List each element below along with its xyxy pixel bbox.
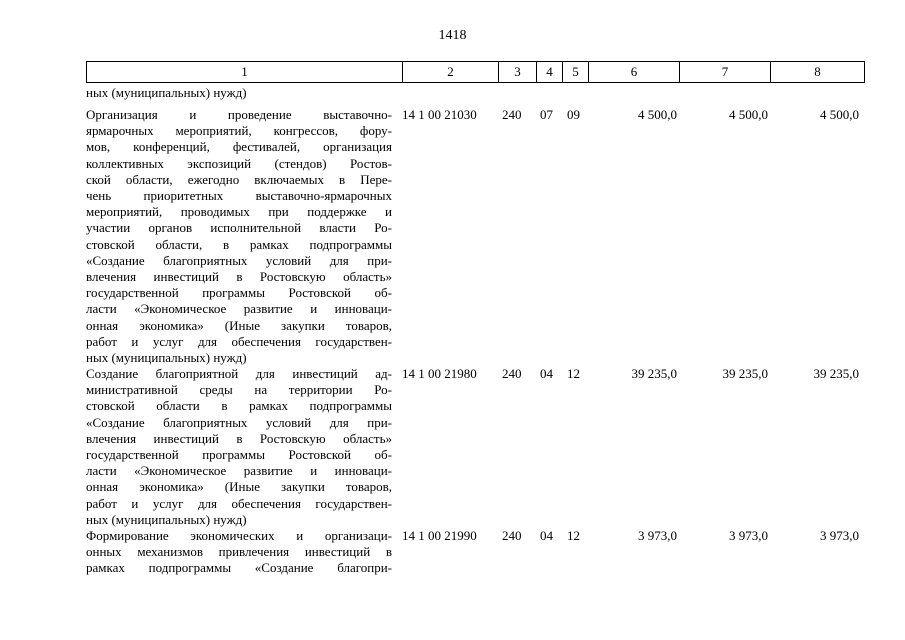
amount-col-6: 3 973,0	[638, 528, 677, 543]
desc-line: влечения инвестиций в Ростовскую область»	[86, 430, 392, 446]
header-col-8: 8	[814, 64, 821, 79]
header-col-3: 3	[499, 62, 537, 82]
subsection-code: 09	[567, 107, 580, 122]
header-col-7: 7	[680, 62, 771, 82]
header-col-1: 1	[87, 62, 403, 82]
amount-col-8: 4 500,0	[820, 107, 859, 122]
desc-line: влечения инвестиций в Ростовскую область»	[86, 269, 392, 285]
desc-line: государственной программы Ростовской об-	[86, 285, 392, 301]
desc-line: «Создание благоприятных условий для при-	[86, 252, 392, 268]
desc-line: стовской области, в рамках подпрограммы	[86, 236, 392, 252]
desc-line: ласти «Экономическое развитие и инноваци-	[86, 301, 392, 317]
header-col-5: 5	[563, 62, 589, 82]
amount-col-8: 39 235,0	[813, 366, 859, 381]
desc-line: ных (муниципальных) нужд)	[86, 350, 247, 366]
desc-line: мов, конференций, фестивалей, организация	[86, 139, 392, 155]
desc-line: Формирование экономических и организаци-	[86, 528, 392, 543]
target-code: 14 1 00 21990	[402, 528, 477, 543]
row-description	[86, 366, 392, 528]
amount-col-7: 39 235,0	[722, 366, 768, 381]
amount-col-7: 3 973,0	[729, 528, 768, 543]
desc-line: Организация и проведение выставочно-	[86, 107, 392, 122]
expense-type: 240	[502, 366, 522, 381]
desc-line: ных (муниципальных) нужд)	[86, 511, 247, 527]
desc-line: стовской области в рамках подпрограммы	[86, 398, 392, 414]
desc-line: ласти «Экономическое развитие и инноваци-	[86, 463, 392, 479]
desc-line: ных (муниципальных) нужд)	[86, 85, 247, 100]
continuation-text	[86, 85, 392, 101]
budget-table	[86, 61, 865, 576]
page-number: 1418	[438, 28, 467, 43]
amount-col-6: 39 235,0	[631, 366, 677, 381]
desc-line: чень приоритетных выставочно-ярмарочных	[86, 188, 392, 204]
section-code: 04	[540, 366, 553, 381]
expense-type: 240	[502, 528, 522, 543]
amount-col-6: 4 500,0	[638, 107, 677, 122]
desc-line: Создание благоприятной для инвестиций ад-	[86, 366, 392, 381]
table-header-row	[86, 61, 865, 83]
amount-col-7: 4 500,0	[729, 107, 768, 122]
desc-line: государственной программы Ростовской об-	[86, 447, 392, 463]
section-code: 04	[540, 528, 553, 543]
header-col-6: 6	[589, 62, 680, 82]
target-code: 14 1 00 21980	[402, 366, 477, 381]
desc-line: министративной среды на территории Ро-	[86, 382, 392, 398]
desc-line: ской области, ежегодно включаемых в Пере-	[86, 171, 392, 187]
expense-type: 240	[502, 107, 522, 122]
desc-line: коллективных экспозиций (стендов) Ростов-	[86, 155, 392, 171]
desc-line: онных механизмов привлечения инвестиций в	[86, 544, 392, 560]
header-col-4: 4	[537, 62, 563, 82]
row-description	[86, 107, 392, 366]
header-col-2: 2	[403, 62, 499, 82]
desc-line: ярмарочных мероприятий, конгрессов, фору-	[86, 123, 392, 139]
desc-line: работ и услуг для обеспечения государствен-	[86, 333, 392, 349]
section-code: 07	[540, 107, 553, 122]
target-code: 14 1 00 21030	[402, 107, 477, 122]
desc-line: онная экономика» (Иные закупки товаров,	[86, 479, 392, 495]
desc-line: «Создание благоприятных условий для при-	[86, 414, 392, 430]
desc-line: мероприятий, проводимых при поддержке и	[86, 204, 392, 220]
desc-line: рамках подпрограммы «Создание благопри-	[86, 560, 392, 576]
amount-col-8: 3 973,0	[820, 528, 859, 543]
subsection-code: 12	[567, 366, 580, 381]
desc-line: работ и услуг для обеспечения государствен-	[86, 495, 392, 511]
subsection-code: 12	[567, 528, 580, 543]
desc-line: онная экономика» (Иные закупки товаров,	[86, 317, 392, 333]
desc-line: участии органов исполнительной власти Ро-	[86, 220, 392, 236]
row-description	[86, 528, 392, 577]
